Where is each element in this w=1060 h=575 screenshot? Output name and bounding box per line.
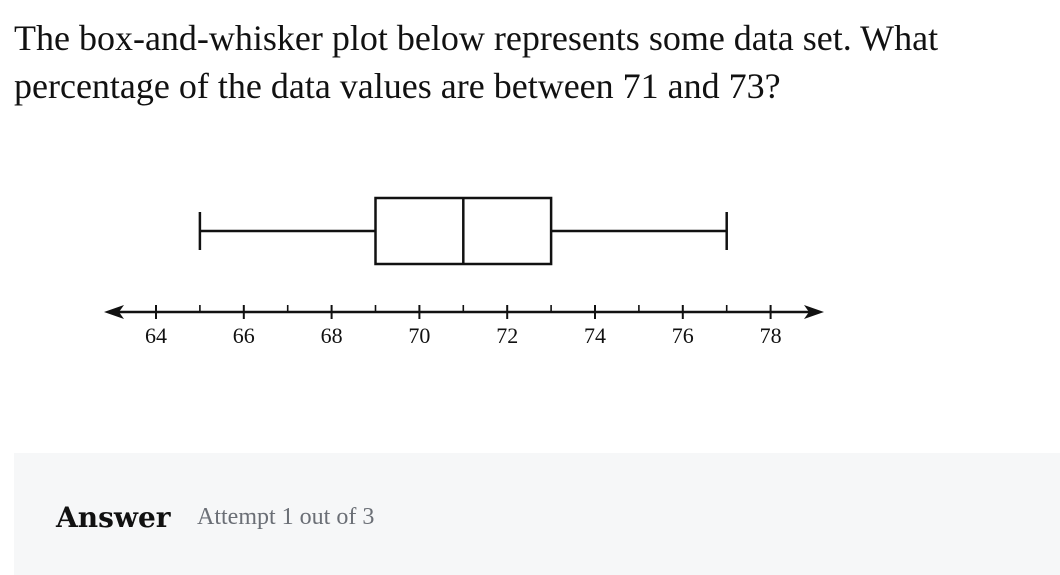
axis-tick-label: 64 (145, 323, 167, 348)
answer-panel (14, 453, 1060, 575)
axis-tick-label: 76 (671, 323, 694, 348)
attempt-counter: Attempt 1 out of 3 (197, 504, 375, 530)
axis-tick-label: 78 (759, 323, 782, 348)
axis-tick-label: 66 (232, 323, 255, 348)
axis-tick-label: 74 (584, 323, 606, 348)
axis-tick-label: 68 (320, 323, 343, 348)
answer-label: Answer (56, 501, 171, 534)
axis-tick-label: 70 (408, 323, 431, 348)
question-text: The box-and-whisker plot below represents some data set. What percentage of the data values are between 71 and 73? (14, 18, 939, 106)
axis-tick-label: 72 (496, 323, 519, 348)
